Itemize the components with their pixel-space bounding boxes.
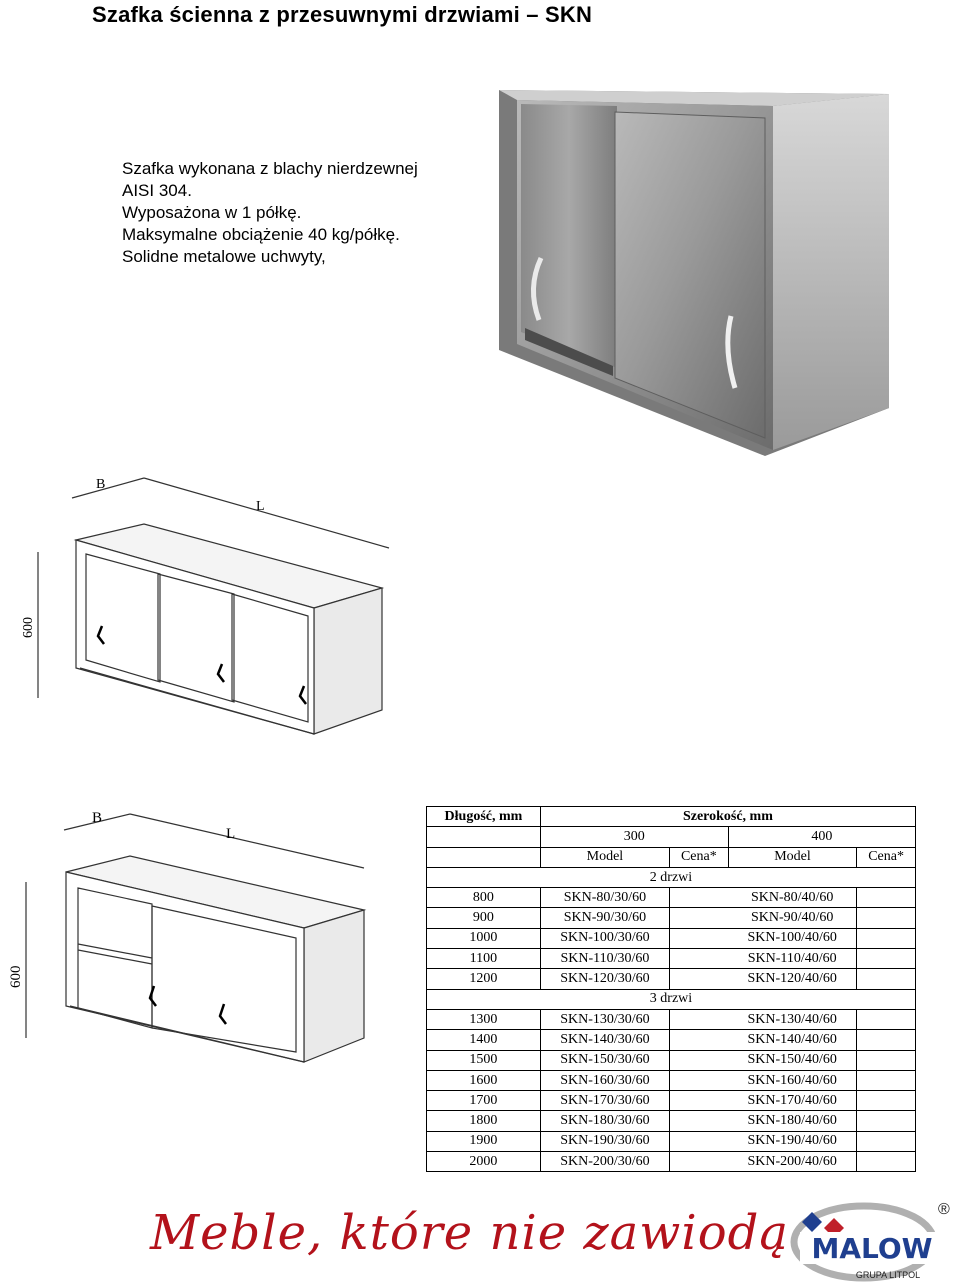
dimension-b-label: B: [92, 810, 103, 826]
model-300-cell: SKN-200/30/60: [540, 1152, 669, 1172]
length-cell: 1500: [427, 1050, 541, 1070]
description-line: Wyposażona w 1 półkę.: [122, 203, 302, 222]
length-cell: 1700: [427, 1091, 541, 1111]
model-400-cell: SKN-200/40/60: [728, 1152, 857, 1172]
length-cell: 1400: [427, 1030, 541, 1050]
model-300-cell: SKN-180/30/60: [540, 1111, 669, 1131]
model-300-cell: SKN-110/30/60: [540, 949, 669, 969]
length-cell: 1900: [427, 1131, 541, 1151]
table-row: [427, 1111, 916, 1131]
length-cell: 1600: [427, 1070, 541, 1090]
price-300-cell: [670, 908, 729, 928]
cabinet-photo: [497, 88, 889, 456]
description-line: Maksymalne obciążenie 40 kg/półkę.: [122, 225, 400, 244]
header-width-400: 400: [728, 827, 915, 847]
header-price: Cena*: [670, 847, 729, 867]
model-300-cell: SKN-90/30/60: [540, 908, 669, 928]
length-cell: 1000: [427, 928, 541, 948]
length-cell: 1300: [427, 1009, 541, 1029]
price-400-cell: [857, 1050, 916, 1070]
logo-brand: MALOW: [811, 1232, 933, 1265]
model-400-cell: SKN-190/40/60: [728, 1131, 857, 1151]
model-300-cell: SKN-130/30/60: [540, 1009, 669, 1029]
model-400-cell: SKN-150/40/60: [728, 1050, 857, 1070]
price-400-cell: [857, 928, 916, 948]
model-400-cell: SKN-140/40/60: [728, 1030, 857, 1050]
table-row: [427, 908, 916, 928]
dimension-b-label: B: [96, 477, 106, 492]
price-400-cell: [857, 949, 916, 969]
model-300-cell: SKN-190/30/60: [540, 1131, 669, 1151]
model-400-cell: SKN-170/40/60: [728, 1091, 857, 1111]
price-300-cell: [670, 1131, 729, 1151]
description-line: AISI 304.: [122, 181, 192, 200]
price-400-cell: [857, 1070, 916, 1090]
group-3-doors: 3 drzwi: [427, 989, 916, 1009]
spec-table: [426, 806, 916, 1172]
price-300-cell: [670, 1091, 729, 1111]
dimension-l-label: L: [226, 826, 236, 842]
rows-3-doors: [427, 1009, 916, 1171]
header-width: Szerokość, mm: [540, 807, 915, 827]
length-cell: 1800: [427, 1111, 541, 1131]
header-model: Model: [540, 847, 669, 867]
price-400-cell: [857, 1091, 916, 1111]
table-row: [427, 1131, 916, 1151]
technical-drawing-3-doors: [14, 470, 394, 745]
price-300-cell: [670, 1111, 729, 1131]
price-400-cell: [857, 1152, 916, 1172]
model-300-cell: SKN-140/30/60: [540, 1030, 669, 1050]
description-block: [122, 158, 418, 268]
price-300-cell: [670, 888, 729, 908]
model-300-cell: SKN-170/30/60: [540, 1091, 669, 1111]
length-cell: 1100: [427, 949, 541, 969]
price-300-cell: [670, 1152, 729, 1172]
slogan: Meble, które nie zawiodą: [150, 1205, 789, 1261]
technical-drawing-2-doors: [4, 802, 376, 1092]
model-300-cell: SKN-150/30/60: [540, 1050, 669, 1070]
header-model: Model: [728, 847, 857, 867]
price-300-cell: [670, 1050, 729, 1070]
price-400-cell: [857, 888, 916, 908]
header-length: Długość, mm: [427, 807, 541, 827]
price-400-cell: [857, 1030, 916, 1050]
dimension-h-label: 600: [8, 965, 24, 988]
page-title: Szafka ścienna z przesuwnymi drzwiami – SKN: [92, 2, 593, 27]
logo-subtitle: GRUPA LITPOL: [855, 1270, 921, 1280]
model-400-cell: SKN-100/40/60: [728, 928, 857, 948]
malow-logo: [788, 1198, 956, 1282]
model-300-cell: SKN-100/30/60: [540, 928, 669, 948]
table-row: [427, 969, 916, 989]
length-cell: 1200: [427, 969, 541, 989]
model-400-cell: SKN-180/40/60: [728, 1111, 857, 1131]
table-row: [427, 1091, 916, 1111]
table-row: [427, 888, 916, 908]
model-400-cell: SKN-130/40/60: [728, 1009, 857, 1029]
price-400-cell: [857, 1111, 916, 1131]
length-cell: 2000: [427, 1152, 541, 1172]
price-300-cell: [670, 949, 729, 969]
dimension-l-label: L: [256, 499, 265, 514]
dimension-h-label: 600: [21, 617, 36, 638]
price-300-cell: [670, 1070, 729, 1090]
model-300-cell: SKN-120/30/60: [540, 969, 669, 989]
price-300-cell: [670, 969, 729, 989]
model-400-cell: SKN-80/40/60: [728, 888, 857, 908]
length-cell: 900: [427, 908, 541, 928]
length-cell: 800: [427, 888, 541, 908]
price-300-cell: [670, 1030, 729, 1050]
model-400-cell: SKN-90/40/60: [728, 908, 857, 928]
table-row: [427, 928, 916, 948]
table-row: [427, 1152, 916, 1172]
price-400-cell: [857, 969, 916, 989]
price-300-cell: [670, 1009, 729, 1029]
description-line: Szafka wykonana z blachy nierdzewnej: [122, 159, 418, 178]
table-row: [427, 1070, 916, 1090]
price-400-cell: [857, 1131, 916, 1151]
description-line: Solidne metalowe uchwyty,: [122, 247, 326, 266]
header-width-300: 300: [540, 827, 728, 847]
header-price: Cena*: [857, 847, 916, 867]
table-row: [427, 949, 916, 969]
model-400-cell: SKN-160/40/60: [728, 1070, 857, 1090]
model-400-cell: SKN-120/40/60: [728, 969, 857, 989]
rows-2-doors: [427, 888, 916, 989]
table-row: [427, 1030, 916, 1050]
model-400-cell: SKN-110/40/60: [728, 949, 857, 969]
price-300-cell: [670, 928, 729, 948]
price-400-cell: [857, 908, 916, 928]
model-300-cell: SKN-160/30/60: [540, 1070, 669, 1090]
price-400-cell: [857, 1009, 916, 1029]
group-2-doors: 2 drzwi: [427, 867, 916, 887]
table-row: [427, 1009, 916, 1029]
model-300-cell: SKN-80/30/60: [540, 888, 669, 908]
table-row: [427, 1050, 916, 1070]
registered-mark: ®: [938, 1201, 950, 1218]
